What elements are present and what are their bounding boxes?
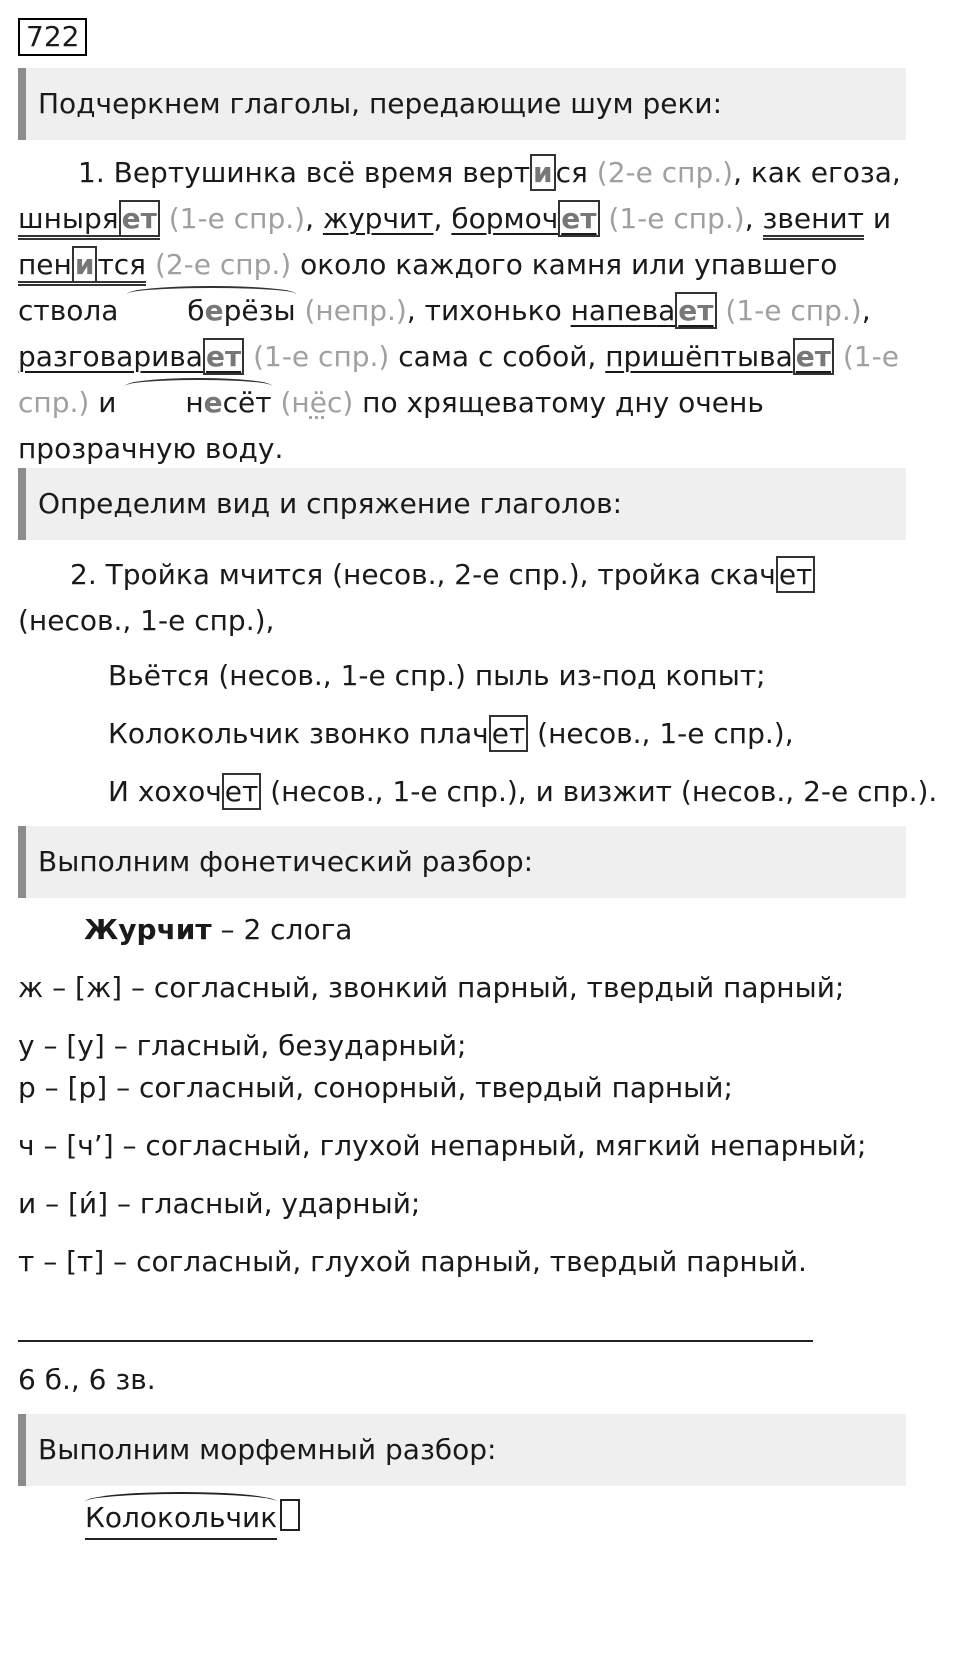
section-header-phonetic: Выполним фонетический разбор: (18, 826, 906, 898)
verb-razgovarivaet: разговарива ет (18, 338, 244, 375)
poem-line-2: Вьётся (несов., 1-е спр.) пыль из-под копыт; (108, 659, 766, 692)
poem-line-1: 2. Тройка мчится (несов., 2-е спр.), тройка скач ет (несов., 1-е спр.), (18, 552, 922, 644)
ending-box (280, 1499, 300, 1531)
paragraph-river-verbs: 1. Вертушинка всё время верт и ся (2-е спр.), как егоза, шныря ет (1-е спр.), журчит, бормоч ет (1-е спр.), звенит и пен и тся (2-е спр.) около каждого камня или упавшего ствола берёзы (непр.), тихонько напева ет (1-е спр.), разговарива ет (1-е спр.) сама с собой, пришёптыва ет (1-е спр.) и несёт (нёс) по хрящеватому дну очень прозрачную воду. (18, 156, 901, 465)
root-arc-nesyot: несёт (125, 380, 271, 426)
verb-zhurchit: журчит (322, 202, 434, 235)
phonetic-row: т – [т] – согласный, глухой парный, твердый парный. (18, 1245, 807, 1278)
verb-zvenit: звенит (763, 202, 864, 240)
phonetic-row: у – [у] – гласный, безударный; (18, 1029, 467, 1062)
exercise-number: 722 (18, 18, 87, 56)
divider (18, 1340, 813, 1342)
morphemic-word: Колокольчик (85, 1498, 300, 1540)
verb-bormochet: бормоч ет (451, 200, 599, 237)
verb-prisheptyvaet: пришёптыва ет (605, 338, 834, 375)
phonetic-row: и – [и́] – гласный, ударный; (18, 1187, 421, 1220)
section-header-verbs: Подчеркнем глаголы, передающие шум реки: (18, 68, 906, 140)
verb-napevaet: напева ет (571, 292, 717, 329)
poem-line-4: И хохоч ет (несов., 1-е спр.), и визжит (несов., 2-е спр.). (108, 775, 938, 808)
phonetic-word: Журчит – 2 слога (84, 913, 353, 946)
phonetic-row: ж – [ж] – согласный, звонкий парный, твердый парный; (18, 971, 845, 1004)
verb-penitsya: пен и тся (18, 248, 146, 286)
phonetic-row: ч – [ч’] – согласный, глухой непарный, мягкий непарный; (18, 1129, 867, 1162)
section-header-aspect: Определим вид и спряжение глаголов: (18, 468, 906, 540)
section-header-morphemic: Выполним морфемный разбор: (18, 1414, 906, 1486)
phonetic-row: р – [р] – согласный, сонорный, твердый парный; (18, 1071, 733, 1104)
phonetic-summary: 6 б., 6 зв. (18, 1363, 156, 1396)
root-arc-beryozy: берёзы (127, 288, 295, 334)
poem-line-3: Колокольчик звонко плач ет (несов., 1-е спр.), (108, 717, 794, 750)
verb-shnyryaet: шныря ет (18, 202, 160, 240)
